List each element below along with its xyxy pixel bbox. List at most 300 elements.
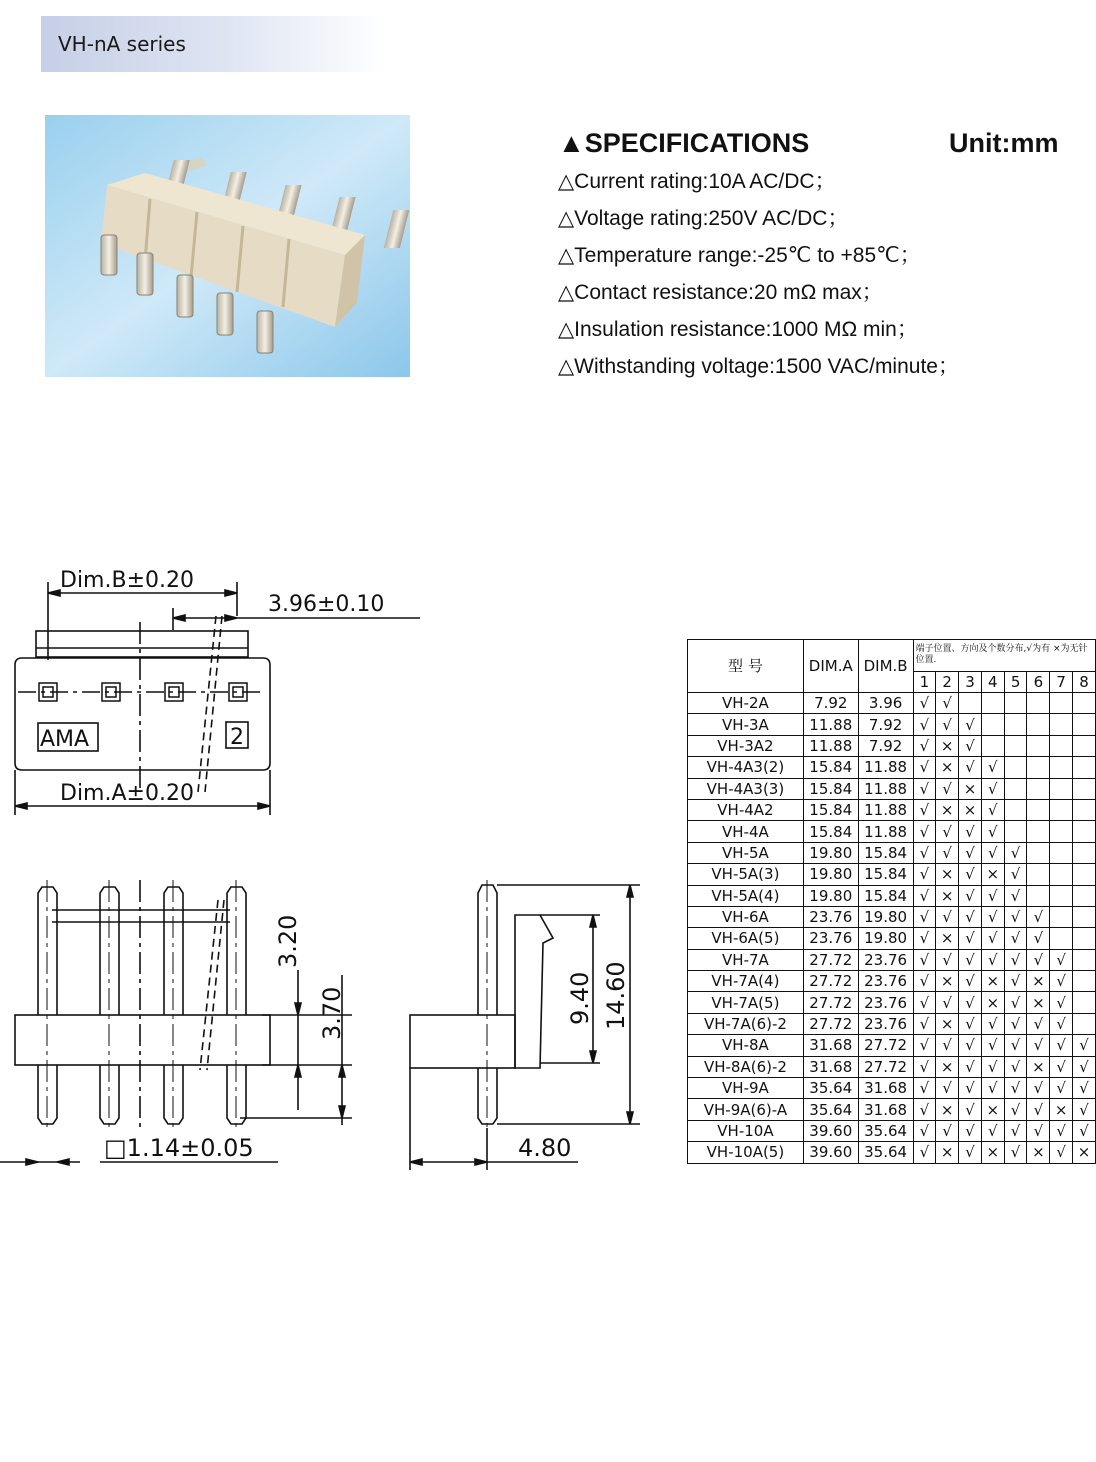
series-title: VH-nA series	[58, 32, 186, 56]
pin-cell: √	[959, 971, 982, 992]
pin-cell: √	[913, 949, 936, 970]
model-table	[687, 639, 1096, 1164]
dim-a-cell: 27.72	[803, 949, 858, 970]
pin-cell: √	[1004, 906, 1027, 927]
pin-cell: ×	[981, 864, 1004, 885]
model-cell: VH-2A	[688, 693, 804, 714]
side-view	[410, 880, 640, 1170]
front-view	[0, 880, 352, 1165]
dim-480-label: 4.80	[518, 1134, 572, 1162]
pin-number-1: 1	[913, 671, 936, 692]
pin-cell: √	[1004, 842, 1027, 863]
table-row	[688, 842, 1096, 863]
pin-cell: √	[1027, 1099, 1050, 1120]
pin-size-label: □1.14±0.05	[104, 1134, 254, 1162]
technical-drawing	[0, 560, 660, 1180]
pin-cell: √	[936, 1035, 959, 1056]
pin-cell: √	[1050, 1078, 1073, 1099]
pin-cell: √	[1050, 1056, 1073, 1077]
dim-a-cell: 15.84	[803, 799, 858, 820]
dim-b-cell: 15.84	[858, 885, 913, 906]
pin-cell: √	[981, 799, 1004, 820]
pin-cell: ×	[936, 735, 959, 756]
model-cell: VH-8A(6)-2	[688, 1056, 804, 1077]
pin-cell: ×	[981, 1099, 1004, 1120]
pin-cell: √	[913, 1035, 936, 1056]
product-photo	[45, 115, 410, 377]
pin-cell: √	[959, 821, 982, 842]
pin-cell: √	[959, 842, 982, 863]
spec-unit: Unit:mm	[949, 128, 1059, 158]
pin-cell: √	[936, 842, 959, 863]
pin-cell	[1004, 693, 1027, 714]
pin-cell	[1027, 735, 1050, 756]
pin-cell	[1004, 799, 1027, 820]
pin-cell	[1073, 757, 1096, 778]
pin-cell: √	[936, 778, 959, 799]
pin-cell: ×	[936, 757, 959, 778]
table-row	[688, 1035, 1096, 1056]
pin-cell	[1073, 714, 1096, 735]
pin-cell: √	[959, 1013, 982, 1034]
pin-cell: √	[959, 1142, 982, 1163]
pin-cell: √	[981, 906, 1004, 927]
pin-cell: √	[959, 864, 982, 885]
pin-one-mark: 2	[230, 725, 244, 750]
pin-cell: ×	[981, 1142, 1004, 1163]
table-row	[688, 821, 1096, 842]
pin-cell: √	[913, 714, 936, 735]
pin-cell	[1050, 906, 1073, 927]
pin-cell	[1073, 992, 1096, 1013]
model-cell: VH-9A	[688, 1078, 804, 1099]
table-row	[688, 757, 1096, 778]
pin-cell	[1073, 971, 1096, 992]
table-row	[688, 1142, 1096, 1163]
pin-cell	[1050, 799, 1073, 820]
pin-cell	[1050, 864, 1073, 885]
pin-cell: √	[913, 1142, 936, 1163]
pin-cell: √	[913, 693, 936, 714]
spec-heading: ▲SPECIFICATIONS	[558, 128, 810, 158]
pin-cell: √	[981, 821, 1004, 842]
table-row	[688, 1120, 1096, 1141]
pin-cell: √	[1027, 949, 1050, 970]
pin-cell: ×	[1050, 1099, 1073, 1120]
model-cell: VH-7A(6)-2	[688, 1013, 804, 1034]
pin-cell: √	[913, 1120, 936, 1141]
dim-b-cell: 3.96	[858, 693, 913, 714]
pin-cell: √	[1004, 992, 1027, 1013]
dim-a-cell: 15.84	[803, 821, 858, 842]
pin-cell	[1050, 714, 1073, 735]
table-row	[688, 864, 1096, 885]
dim-b-cell: 15.84	[858, 842, 913, 863]
pin-cell: √	[959, 1035, 982, 1056]
pin-cell: √	[936, 714, 959, 735]
pin-cell: √	[913, 1099, 936, 1120]
pin-cell: √	[936, 1078, 959, 1099]
pin-cell	[1004, 735, 1027, 756]
pin-cell	[1004, 714, 1027, 735]
pin-cell: √	[981, 885, 1004, 906]
pin-cell	[1027, 885, 1050, 906]
col-dimb: DIM.B	[858, 640, 913, 693]
model-cell: VH-6A(5)	[688, 928, 804, 949]
table-row	[688, 778, 1096, 799]
pin-cell: ×	[981, 992, 1004, 1013]
dim-a-cell: 31.68	[803, 1035, 858, 1056]
pin-cell	[1027, 757, 1050, 778]
pin-cell: √	[936, 693, 959, 714]
table-row	[688, 799, 1096, 820]
dim-b-label: Dim.B±0.20	[60, 568, 194, 593]
table-row	[688, 992, 1096, 1013]
pin-cell: ×	[936, 799, 959, 820]
pin-cell: √	[913, 1013, 936, 1034]
pin-cell: ×	[936, 971, 959, 992]
pin-cell: ×	[936, 1142, 959, 1163]
pin-cell	[1073, 842, 1096, 863]
pin-cell: √	[981, 1035, 1004, 1056]
pin-cell	[1050, 778, 1073, 799]
dim-b-cell: 11.88	[858, 757, 913, 778]
pin-cell: ×	[981, 971, 1004, 992]
pin-cell: √	[1050, 949, 1073, 970]
pin-cell: √	[981, 842, 1004, 863]
pin-note: 端子位置、方向及个数分布,√为有 ×为无针位置.	[913, 640, 1096, 672]
pin-cell	[1027, 821, 1050, 842]
pin-cell: √	[959, 1056, 982, 1077]
dim-b-cell: 23.76	[858, 971, 913, 992]
dim-b-cell: 35.64	[858, 1142, 913, 1163]
pin-cell: √	[913, 821, 936, 842]
pin-cell: √	[913, 864, 936, 885]
pin-cell: √	[913, 1056, 936, 1077]
pin-cell: ×	[1027, 1142, 1050, 1163]
dim-a-cell: 23.76	[803, 906, 858, 927]
pin-cell: √	[1027, 928, 1050, 949]
pin-cell: √	[959, 757, 982, 778]
dim-b-cell: 23.76	[858, 992, 913, 1013]
pin-cell: √	[1027, 1035, 1050, 1056]
pin-cell: √	[1027, 1078, 1050, 1099]
pin-cell: √	[959, 1120, 982, 1141]
pin-cell	[1050, 821, 1073, 842]
table-row	[688, 971, 1096, 992]
pin-cell: √	[913, 735, 936, 756]
dim-a-cell: 23.76	[803, 928, 858, 949]
pin-cell: ×	[936, 864, 959, 885]
dim-b-cell: 31.68	[858, 1099, 913, 1120]
pin-cell: ×	[1027, 992, 1050, 1013]
pin-number-7: 7	[1050, 671, 1073, 692]
table-row	[688, 735, 1096, 756]
pin-cell	[1073, 778, 1096, 799]
pin-cell: √	[913, 778, 936, 799]
dim-a-cell: 35.64	[803, 1078, 858, 1099]
pin-cell	[959, 693, 982, 714]
pin-cell: √	[1004, 864, 1027, 885]
pin-cell	[1073, 735, 1096, 756]
dim-a-cell: 27.72	[803, 1013, 858, 1034]
model-cell: VH-10A(5)	[688, 1142, 804, 1163]
dim-b-cell: 19.80	[858, 906, 913, 927]
dim-b-cell: 7.92	[858, 714, 913, 735]
dim-a-cell: 15.84	[803, 778, 858, 799]
dim-b-cell: 11.88	[858, 778, 913, 799]
col-dima: DIM.A	[803, 640, 858, 693]
pin-cell: √	[913, 885, 936, 906]
pin-cell: ×	[936, 1099, 959, 1120]
pin-cell: √	[936, 821, 959, 842]
pin-cell	[1073, 799, 1096, 820]
pin-cell: √	[959, 928, 982, 949]
dim-a-cell: 11.88	[803, 735, 858, 756]
spec-voltage: △Voltage rating:250V AC/DC；	[558, 207, 849, 230]
pin-cell: √	[959, 906, 982, 927]
pin-cell: √	[913, 971, 936, 992]
dim-a-cell: 19.80	[803, 842, 858, 863]
table-row	[688, 714, 1096, 735]
dim-b-cell: 27.72	[858, 1035, 913, 1056]
pin-cell	[1027, 714, 1050, 735]
pin-cell	[1073, 885, 1096, 906]
dim-b-cell: 7.92	[858, 735, 913, 756]
model-cell: VH-5A(3)	[688, 864, 804, 885]
dim-b-cell: 23.76	[858, 1013, 913, 1034]
pin-cell: √	[1004, 1099, 1027, 1120]
dim-a-cell: 39.60	[803, 1142, 858, 1163]
pin-cell: √	[959, 1078, 982, 1099]
pin-cell	[1050, 885, 1073, 906]
table-row	[688, 885, 1096, 906]
dim-a-cell: 27.72	[803, 971, 858, 992]
table-header-row	[688, 640, 1096, 672]
dim-a-cell: 11.88	[803, 714, 858, 735]
table-row	[688, 1013, 1096, 1034]
model-cell: VH-8A	[688, 1035, 804, 1056]
pin-cell: √	[1004, 928, 1027, 949]
pin-cell: √	[913, 992, 936, 1013]
pin-cell: √	[1004, 949, 1027, 970]
dim-1460-label: 14.60	[602, 961, 630, 1030]
table-row	[688, 1099, 1096, 1120]
series-header	[41, 16, 386, 72]
dim-a-cell: 7.92	[803, 693, 858, 714]
pin-cell: √	[981, 928, 1004, 949]
pin-cell: √	[959, 1099, 982, 1120]
dim-b-cell: 27.72	[858, 1056, 913, 1077]
pin-number-3: 3	[959, 671, 982, 692]
pin-cell: ×	[1073, 1142, 1096, 1163]
pitch-label: 3.96±0.10	[268, 592, 385, 617]
pin-cell	[1027, 842, 1050, 863]
dim-a-label: Dim.A±0.20	[60, 781, 194, 806]
pin-cell	[1073, 949, 1096, 970]
pin-cell: √	[959, 992, 982, 1013]
pin-cell	[1004, 821, 1027, 842]
pin-cell	[981, 693, 1004, 714]
pin-cell	[1073, 821, 1096, 842]
model-cell: VH-6A	[688, 906, 804, 927]
brand-mark: AMA	[40, 727, 90, 752]
dim-a-cell: 31.68	[803, 1056, 858, 1077]
dim-a-cell: 15.84	[803, 757, 858, 778]
dim-940-label: 9.40	[566, 971, 594, 1025]
spec-temperature: △Temperature range:-25℃ to +85℃；	[558, 244, 921, 267]
pin-cell	[1050, 928, 1073, 949]
pin-cell: √	[981, 1013, 1004, 1034]
pin-cell: √	[1050, 1013, 1073, 1034]
pin-cell	[1027, 799, 1050, 820]
pin-cell: √	[1050, 1035, 1073, 1056]
dim-b-cell: 23.76	[858, 949, 913, 970]
pin-cell: √	[959, 885, 982, 906]
pin-cell: √	[981, 1078, 1004, 1099]
model-cell: VH-7A(4)	[688, 971, 804, 992]
pin-cell: √	[1073, 1099, 1096, 1120]
dim-b-cell: 15.84	[858, 864, 913, 885]
spec-contact-resistance: △Contact resistance:20 mΩ max；	[558, 281, 883, 304]
model-cell: VH-9A(6)-A	[688, 1099, 804, 1120]
pin-cell: √	[1050, 971, 1073, 992]
pin-cell	[1027, 864, 1050, 885]
pin-cell	[1073, 928, 1096, 949]
model-cell: VH-3A	[688, 714, 804, 735]
pin-cell: √	[1027, 1013, 1050, 1034]
pin-cell: √	[1073, 1078, 1096, 1099]
pin-cell	[1050, 735, 1073, 756]
pin-cell: √	[1050, 992, 1073, 1013]
pin-number-4: 4	[981, 671, 1004, 692]
pin-cell: √	[913, 799, 936, 820]
pin-cell	[1050, 842, 1073, 863]
dim-a-cell: 35.64	[803, 1099, 858, 1120]
model-cell: VH-7A	[688, 949, 804, 970]
table-row	[688, 693, 1096, 714]
pin-cell: √	[959, 949, 982, 970]
col-model: 型 号	[688, 640, 804, 693]
pin-cell: √	[981, 949, 1004, 970]
dim-b-cell: 35.64	[858, 1120, 913, 1141]
pin-cell: √	[1027, 906, 1050, 927]
pin-cell: √	[959, 735, 982, 756]
pin-cell	[981, 735, 1004, 756]
model-cell: VH-10A	[688, 1120, 804, 1141]
pin-cell: √	[936, 992, 959, 1013]
pin-cell: ×	[1027, 1056, 1050, 1077]
pin-cell	[1073, 693, 1096, 714]
pin-cell: √	[1004, 1056, 1027, 1077]
spec-insulation-resistance: △Insulation resistance:1000 MΩ min；	[558, 318, 918, 341]
pin-cell: √	[1027, 1120, 1050, 1141]
pin-cell: √	[1073, 1056, 1096, 1077]
dim-b-cell: 11.88	[858, 799, 913, 820]
pin-cell: √	[1004, 1013, 1027, 1034]
pin-cell: √	[1004, 971, 1027, 992]
pin-cell	[1073, 1013, 1096, 1034]
pin-cell: √	[913, 906, 936, 927]
pin-cell: √	[1004, 1035, 1027, 1056]
pin-cell	[981, 714, 1004, 735]
table-row	[688, 949, 1096, 970]
pin-cell: √	[959, 714, 982, 735]
pin-cell: ×	[936, 1013, 959, 1034]
specifications	[558, 125, 1078, 385]
pin-cell: √	[1004, 1078, 1027, 1099]
pin-cell	[1050, 757, 1073, 778]
table-row	[688, 1078, 1096, 1099]
model-cell: VH-4A3(3)	[688, 778, 804, 799]
pin-cell: ×	[936, 1056, 959, 1077]
pin-cell	[1050, 693, 1073, 714]
pin-cell: √	[913, 1078, 936, 1099]
pin-cell: √	[936, 1120, 959, 1141]
pin-cell	[1073, 864, 1096, 885]
spec-current: △Current rating:10A AC/DC；	[558, 170, 836, 193]
pin-cell	[1004, 778, 1027, 799]
pin-cell: √	[1050, 1120, 1073, 1141]
pin-cell: √	[936, 906, 959, 927]
pin-cell	[1027, 778, 1050, 799]
pin-cell: √	[1004, 1142, 1027, 1163]
dim-a-cell: 39.60	[803, 1120, 858, 1141]
pin-number-2: 2	[936, 671, 959, 692]
spec-withstanding-voltage: △Withstanding voltage:1500 VAC/minute；	[558, 355, 959, 378]
dim-a-cell: 19.80	[803, 864, 858, 885]
pin-cell: √	[1004, 1120, 1027, 1141]
pin-cell: ×	[1027, 971, 1050, 992]
pin-cell: √	[1050, 1142, 1073, 1163]
dim-b-cell: 31.68	[858, 1078, 913, 1099]
pin-cell: ×	[936, 928, 959, 949]
dim-a-cell: 27.72	[803, 992, 858, 1013]
pin-cell: √	[913, 928, 936, 949]
pin-cell	[1004, 757, 1027, 778]
pin-cell: √	[981, 1056, 1004, 1077]
pin-cell: ×	[959, 799, 982, 820]
pin-cell	[1027, 693, 1050, 714]
model-table-grid	[687, 639, 1096, 1164]
pin-cell: √	[936, 949, 959, 970]
pin-cell: √	[1004, 885, 1027, 906]
pin-cell: √	[1073, 1120, 1096, 1141]
pin-number-5: 5	[1004, 671, 1027, 692]
top-view	[15, 568, 420, 815]
model-cell: VH-5A(4)	[688, 885, 804, 906]
model-cell: VH-4A2	[688, 799, 804, 820]
dim-320-label: 3.20	[274, 914, 302, 968]
dim-b-cell: 11.88	[858, 821, 913, 842]
pin-number-6: 6	[1027, 671, 1050, 692]
pin-number-8: 8	[1073, 671, 1096, 692]
table-row	[688, 1056, 1096, 1077]
pin-cell: √	[981, 778, 1004, 799]
model-cell: VH-4A3(2)	[688, 757, 804, 778]
dim-370-label: 3.70	[318, 986, 346, 1040]
pin-cell: √	[913, 757, 936, 778]
table-row	[688, 906, 1096, 927]
table-row	[688, 928, 1096, 949]
dim-a-cell: 19.80	[803, 885, 858, 906]
model-cell: VH-3A2	[688, 735, 804, 756]
pin-cell	[1073, 906, 1096, 927]
model-cell: VH-5A	[688, 842, 804, 863]
pin-cell: √	[981, 757, 1004, 778]
pin-cell: √	[981, 1120, 1004, 1141]
pin-cell: √	[1073, 1035, 1096, 1056]
